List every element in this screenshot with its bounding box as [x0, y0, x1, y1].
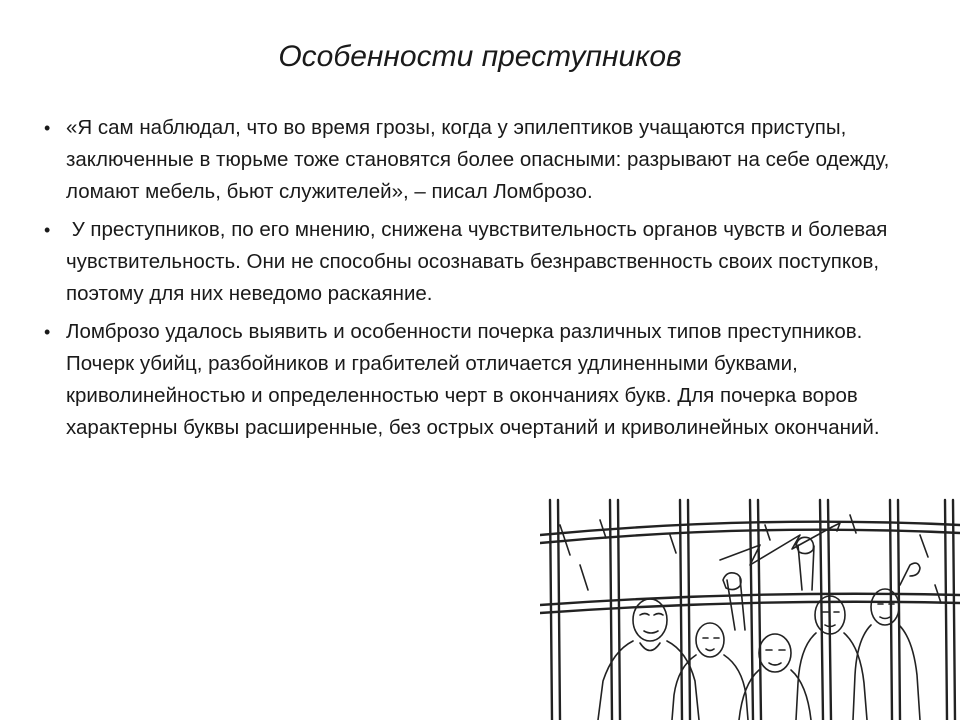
- bullet-item: [44, 214, 924, 310]
- bullet-marker: •: [44, 118, 51, 138]
- bullet-list: [44, 112, 924, 450]
- slide-title: Особенности преступников: [278, 40, 682, 73]
- prison-bars-sketch-icon: [540, 495, 960, 720]
- bullet-item: [44, 112, 924, 208]
- bullet-item: [44, 316, 924, 444]
- bullet-marker: •: [44, 322, 51, 342]
- bullet-text: У преступников, по его мнению, снижена чувствительность органов чувств и болевая чувствительность. Они не способны осознавать безнравственность своих поступков, поэтому для них неведомо раскаяние.: [66, 218, 894, 305]
- bullet-marker: •: [44, 220, 51, 240]
- bullet-text: Ломброзо удалось выявить и особенности почерка различных типов преступников. Почерк убийц, разбойников и грабителей отличается удлиненными буквами, криволинейностью и определенностью черт в окончаниях букв. Для почерка воров характерны буквы расширенные, без острых очертаний и криволинейных окончаний.: [66, 320, 880, 439]
- bullet-text: «Я сам наблюдал, что во время грозы, когда у эпилептиков учащаются приступы, заключенные в тюрьме тоже становятся более опасными: разрывают на себе одежду, ломают мебель, бьют служителей», – писал Ломброзо.: [66, 116, 890, 203]
